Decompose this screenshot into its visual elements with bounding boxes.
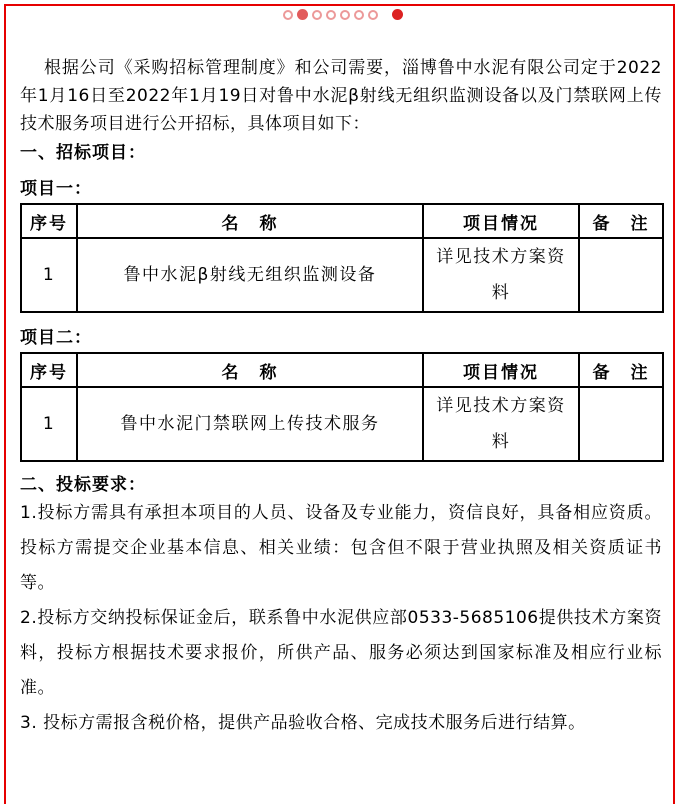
carousel-dot-1-outline-icon[interactable] (283, 10, 293, 20)
cell-info: 详见技术方案资料 (423, 387, 579, 461)
carousel-dots[interactable] (0, 8, 685, 20)
carousel-dot-8-strong-icon[interactable] (392, 9, 403, 20)
header-seq: 序号 (21, 204, 77, 238)
cell-seq: 1 (21, 238, 77, 312)
requirement-item-1: 1.投标方需具有承担本项目的人员、设备及专业能力，资信良好，具备相应资质。投标方需提交企业基本信息、相关业绩：包含但不限于营业执照及相关资质证书等。 (20, 503, 662, 593)
cell-name: 鲁中水泥β射线无组织监测设备 (77, 238, 423, 312)
header-info: 项目情况 (423, 204, 579, 238)
header-info: 项目情况 (423, 353, 579, 387)
document-content (20, 0, 662, 741)
header-note: 备 注 (579, 204, 663, 238)
requirement-item-2: 2.投标方交纳投标保证金后，联系鲁中水泥供应部0533-5685106提供技术方案资料，投标方根据技术要求报价，所供产品、服务必须达到国家标准及相应行业标准。 (20, 608, 662, 698)
carousel-dot-4-outline-icon[interactable] (326, 10, 336, 20)
header-name: 名 称 (77, 353, 423, 387)
carousel-dot-7-outline-icon[interactable] (368, 10, 378, 20)
project-two-table (20, 352, 664, 462)
cell-note (579, 387, 663, 461)
header-name: 名 称 (77, 204, 423, 238)
cell-seq: 1 (21, 387, 77, 461)
intro-paragraph: 根据公司《采购招标管理制度》和公司需要，淄博鲁中水泥有限公司定于2022年1月16日至2022年1月19日对鲁中水泥β射线无组织监测设备以及门禁联网上传技术服务项目进行公开招标，具体项目如下： (20, 58, 662, 134)
requirement-item-3: 3. 投标方需报含税价格，提供产品验收合格、完成技术服务后进行结算。 (20, 713, 586, 733)
table-header-row (21, 353, 663, 387)
table-row (21, 238, 663, 312)
cell-note (579, 238, 663, 312)
project-two-label: 项目二： (20, 328, 92, 348)
table-row (21, 387, 663, 461)
project-one-table (20, 203, 664, 313)
carousel-dot-5-outline-icon[interactable] (340, 10, 350, 20)
header-note: 备 注 (579, 353, 663, 387)
header-seq: 序号 (21, 353, 77, 387)
section-heading-requirements: 二、投标要求： (20, 475, 146, 495)
carousel-dot-2-filled-icon[interactable] (297, 9, 308, 20)
cell-name: 鲁中水泥门禁联网上传技术服务 (77, 387, 423, 461)
table-header-row (21, 204, 663, 238)
cell-info: 详见技术方案资料 (423, 238, 579, 312)
carousel-dot-6-outline-icon[interactable] (354, 10, 364, 20)
project-one-label: 项目一： (20, 179, 92, 199)
carousel-dot-3-outline-icon[interactable] (312, 10, 322, 20)
section-heading-bidding: 一、招标项目： (20, 143, 146, 163)
